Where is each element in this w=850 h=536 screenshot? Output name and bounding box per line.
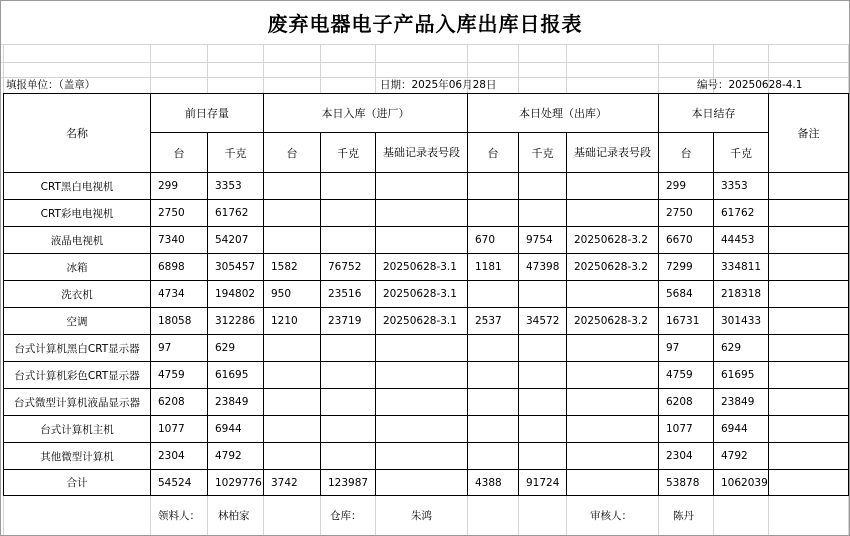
- cell-out-count[interactable]: 1181: [468, 254, 519, 281]
- cell-prev-count[interactable]: 4759: [151, 362, 208, 389]
- cell-balance-count[interactable]: 2750: [659, 200, 714, 227]
- cell-balance-kg[interactable]: 61695: [714, 362, 769, 389]
- cell-item-name[interactable]: 台式微型计算机液晶显示器: [4, 389, 151, 416]
- cell-prev-kg[interactable]: 23849: [208, 389, 264, 416]
- cell-prev-kg[interactable]: 3353: [208, 173, 264, 200]
- cell-prev-kg[interactable]: 194802: [208, 281, 264, 308]
- cell-out-kg[interactable]: [519, 281, 567, 308]
- report-date: 日期：2025年06月28日: [380, 79, 497, 91]
- cell-in-record-no[interactable]: [376, 362, 468, 389]
- cell-out-record-no[interactable]: 20250628-3.2: [567, 227, 659, 254]
- cell-balance-kg[interactable]: 334811: [714, 254, 769, 281]
- cell-remark[interactable]: [769, 416, 849, 443]
- reporting-unit-label: 填报单位：（盖章）: [6, 79, 96, 91]
- cell-in-count[interactable]: [264, 416, 321, 443]
- cell-out-count[interactable]: [468, 416, 519, 443]
- cell-out-kg[interactable]: 91724: [519, 470, 567, 496]
- cell-in-kg[interactable]: [321, 416, 376, 443]
- cell-balance-kg[interactable]: 3353: [714, 173, 769, 200]
- cell-remark[interactable]: [769, 281, 849, 308]
- report-serial-number: 编号：20250628-4.1: [697, 79, 803, 91]
- reviewer-name: 陈丹: [673, 510, 694, 522]
- cell-balance-kg[interactable]: 301433: [714, 308, 769, 335]
- cell-balance-count[interactable]: 6670: [659, 227, 714, 254]
- table-row: [4, 443, 849, 470]
- header-out-count: 台: [468, 133, 519, 173]
- cell-out-count[interactable]: 670: [468, 227, 519, 254]
- cell-out-kg[interactable]: [519, 362, 567, 389]
- cell-remark[interactable]: [769, 254, 849, 281]
- cell-item-name[interactable]: 台式计算机黑白CRT显示器: [4, 335, 151, 362]
- cell-item-name[interactable]: 台式计算机主机: [4, 416, 151, 443]
- total-row: [4, 470, 849, 496]
- cell-item-name[interactable]: 台式计算机彩色CRT显示器: [4, 362, 151, 389]
- cell-in-record-no[interactable]: [376, 416, 468, 443]
- cell-balance-count[interactable]: 97: [659, 335, 714, 362]
- cell-in-count[interactable]: [264, 200, 321, 227]
- header-name: 名称: [4, 94, 151, 173]
- cell-prev-count[interactable]: 97: [151, 335, 208, 362]
- cell-remark[interactable]: [769, 470, 849, 496]
- cell-out-record-no[interactable]: [567, 335, 659, 362]
- cell-out-kg[interactable]: [519, 389, 567, 416]
- cell-prev-count[interactable]: 299: [151, 173, 208, 200]
- table-row: [4, 335, 849, 362]
- header-remark: 备注: [769, 94, 849, 173]
- cell-prev-count[interactable]: 6208: [151, 389, 208, 416]
- cell-out-count[interactable]: [468, 362, 519, 389]
- cell-balance-count[interactable]: 4759: [659, 362, 714, 389]
- cell-prev-kg[interactable]: 54207: [208, 227, 264, 254]
- cell-balance-kg[interactable]: 4792: [714, 443, 769, 470]
- report-title: 废弃电器电子产品入库出库日报表: [267, 11, 583, 36]
- cell-prev-kg[interactable]: 61695: [208, 362, 264, 389]
- cell-out-record-no[interactable]: [567, 362, 659, 389]
- cell-remark[interactable]: [769, 335, 849, 362]
- cell-out-count[interactable]: [468, 335, 519, 362]
- cell-out-record-no[interactable]: [567, 173, 659, 200]
- cell-in-kg[interactable]: [321, 227, 376, 254]
- cell-in-record-no[interactable]: [376, 389, 468, 416]
- header-prev-count: 台: [151, 133, 208, 173]
- cell-balance-kg[interactable]: 61762: [714, 200, 769, 227]
- cell-balance-count[interactable]: 1077: [659, 416, 714, 443]
- cell-prev-kg[interactable]: 4792: [208, 443, 264, 470]
- cell-balance-count[interactable]: 16731: [659, 308, 714, 335]
- cell-balance-count[interactable]: 6208: [659, 389, 714, 416]
- cell-balance-count[interactable]: 299: [659, 173, 714, 200]
- header-in-kg: 千克: [321, 133, 376, 173]
- cell-prev-count[interactable]: 4734: [151, 281, 208, 308]
- cell-balance-kg[interactable]: 23849: [714, 389, 769, 416]
- cell-out-record-no[interactable]: [567, 416, 659, 443]
- cell-remark[interactable]: [769, 389, 849, 416]
- cell-in-kg[interactable]: [321, 335, 376, 362]
- cell-in-count[interactable]: [264, 227, 321, 254]
- cell-out-record-no[interactable]: 20250628-3.2: [567, 308, 659, 335]
- cell-prev-kg[interactable]: 305457: [208, 254, 264, 281]
- cell-item-name[interactable]: 合计: [4, 470, 151, 496]
- cell-out-record-no[interactable]: [567, 281, 659, 308]
- cell-balance-count[interactable]: 7299: [659, 254, 714, 281]
- cell-in-count[interactable]: [264, 389, 321, 416]
- cell-prev-kg[interactable]: 629: [208, 335, 264, 362]
- table-row: [4, 416, 849, 443]
- header-prev-stock: 前日存量: [151, 94, 264, 133]
- cell-item-name[interactable]: 液晶电视机: [4, 227, 151, 254]
- cell-in-count[interactable]: 1582: [264, 254, 321, 281]
- table-row: [4, 227, 849, 254]
- header-today-out: 本日处理（出库）: [468, 94, 659, 133]
- table-row: [4, 308, 849, 335]
- cell-out-kg[interactable]: [519, 335, 567, 362]
- header-balance-count: 台: [659, 133, 714, 173]
- cell-in-record-no[interactable]: 20250628-3.1: [376, 281, 468, 308]
- cell-out-kg[interactable]: 34572: [519, 308, 567, 335]
- cell-out-kg[interactable]: [519, 200, 567, 227]
- cell-balance-kg[interactable]: 218318: [714, 281, 769, 308]
- cell-out-record-no[interactable]: [567, 443, 659, 470]
- cell-out-count[interactable]: [468, 281, 519, 308]
- header-in-count: 台: [264, 133, 321, 173]
- cell-prev-kg[interactable]: 312286: [208, 308, 264, 335]
- cell-in-record-no[interactable]: 20250628-3.1: [376, 308, 468, 335]
- cell-out-count[interactable]: [468, 200, 519, 227]
- cell-prev-count[interactable]: 54524: [151, 470, 208, 496]
- cell-prev-count[interactable]: 18058: [151, 308, 208, 335]
- cell-balance-kg[interactable]: 1062039: [714, 470, 769, 496]
- cell-in-record-no[interactable]: [376, 443, 468, 470]
- cell-item-name[interactable]: CRT黑白电视机: [4, 173, 151, 200]
- cell-in-kg[interactable]: [321, 173, 376, 200]
- cell-out-count[interactable]: [468, 389, 519, 416]
- cell-prev-count[interactable]: 6898: [151, 254, 208, 281]
- table-row: [4, 362, 849, 389]
- cell-in-count[interactable]: [264, 443, 321, 470]
- header-out-kg: 千克: [519, 133, 567, 173]
- receiver-name: 林柏家: [218, 510, 250, 522]
- cell-in-count[interactable]: [264, 335, 321, 362]
- cell-item-name[interactable]: 空调: [4, 308, 151, 335]
- cell-in-count[interactable]: 950: [264, 281, 321, 308]
- cell-in-kg[interactable]: 23516: [321, 281, 376, 308]
- cell-balance-kg[interactable]: 6944: [714, 416, 769, 443]
- header-out-record-no: 基础记录表号段: [567, 133, 659, 173]
- cell-out-kg[interactable]: [519, 443, 567, 470]
- cell-in-record-no[interactable]: [376, 335, 468, 362]
- cell-item-name[interactable]: CRT彩电电视机: [4, 200, 151, 227]
- cell-out-kg[interactable]: 47398: [519, 254, 567, 281]
- cell-out-count[interactable]: 4388: [468, 470, 519, 496]
- cell-remark[interactable]: [769, 362, 849, 389]
- cell-remark[interactable]: [769, 173, 849, 200]
- cell-balance-count[interactable]: 5684: [659, 281, 714, 308]
- cell-prev-count[interactable]: 7340: [151, 227, 208, 254]
- cell-in-kg[interactable]: [321, 443, 376, 470]
- cell-balance-kg[interactable]: 629: [714, 335, 769, 362]
- cell-in-record-no[interactable]: 20250628-3.1: [376, 254, 468, 281]
- reviewer-label: 审核人：: [590, 510, 632, 522]
- cell-out-kg[interactable]: [519, 173, 567, 200]
- cell-in-kg[interactable]: [321, 389, 376, 416]
- cell-out-kg[interactable]: [519, 416, 567, 443]
- cell-out-count[interactable]: [468, 173, 519, 200]
- cell-out-record-no[interactable]: [567, 389, 659, 416]
- cell-out-count[interactable]: 2537: [468, 308, 519, 335]
- cell-in-count[interactable]: [264, 173, 321, 200]
- cell-prev-kg[interactable]: 61762: [208, 200, 264, 227]
- cell-out-record-no[interactable]: [567, 470, 659, 496]
- cell-balance-count[interactable]: 2304: [659, 443, 714, 470]
- cell-in-kg[interactable]: 123987: [321, 470, 376, 496]
- header-balance-kg: 千克: [714, 133, 769, 173]
- cell-remark[interactable]: [769, 227, 849, 254]
- cell-prev-kg[interactable]: 6944: [208, 416, 264, 443]
- report-table: [3, 93, 849, 496]
- cell-in-kg[interactable]: [321, 200, 376, 227]
- cell-in-count[interactable]: [264, 362, 321, 389]
- cell-prev-count[interactable]: 2304: [151, 443, 208, 470]
- cell-in-record-no[interactable]: [376, 470, 468, 496]
- cell-remark[interactable]: [769, 308, 849, 335]
- receiver-label: 领料人：: [158, 510, 200, 522]
- cell-in-record-no[interactable]: [376, 173, 468, 200]
- table-row: [4, 389, 849, 416]
- cell-remark[interactable]: [769, 200, 849, 227]
- cell-balance-kg[interactable]: 44453: [714, 227, 769, 254]
- header-today-balance: 本日结存: [659, 94, 769, 133]
- header-prev-kg: 千克: [208, 133, 264, 173]
- cell-item-name[interactable]: 冰箱: [4, 254, 151, 281]
- cell-item-name[interactable]: 其他微型计算机: [4, 443, 151, 470]
- warehouse-name: 朱鸿: [411, 510, 432, 522]
- cell-out-kg[interactable]: 9754: [519, 227, 567, 254]
- cell-out-count[interactable]: [468, 443, 519, 470]
- warehouse-label: 仓库：: [330, 510, 362, 522]
- table-row: [4, 200, 849, 227]
- cell-prev-kg[interactable]: 1029776: [208, 470, 264, 496]
- cell-out-record-no[interactable]: [567, 200, 659, 227]
- cell-remark[interactable]: [769, 443, 849, 470]
- cell-in-count[interactable]: 3742: [264, 470, 321, 496]
- cell-out-record-no[interactable]: 20250628-3.2: [567, 254, 659, 281]
- signature-footer: [0, 495, 850, 536]
- header-in-record-no: 基础记录表号段: [376, 133, 468, 173]
- cell-in-record-no[interactable]: [376, 227, 468, 254]
- header-today-in: 本日入库（进厂）: [264, 94, 468, 133]
- table-row: [4, 173, 849, 200]
- cell-prev-count[interactable]: 1077: [151, 416, 208, 443]
- cell-in-kg[interactable]: 76752: [321, 254, 376, 281]
- cell-balance-count[interactable]: 53878: [659, 470, 714, 496]
- cell-item-name[interactable]: 洗衣机: [4, 281, 151, 308]
- table-row: [4, 254, 849, 281]
- table-row: [4, 281, 849, 308]
- cell-in-record-no[interactable]: [376, 200, 468, 227]
- cell-prev-count[interactable]: 2750: [151, 200, 208, 227]
- cell-in-kg[interactable]: 23719: [321, 308, 376, 335]
- cell-in-kg[interactable]: [321, 362, 376, 389]
- cell-in-count[interactable]: 1210: [264, 308, 321, 335]
